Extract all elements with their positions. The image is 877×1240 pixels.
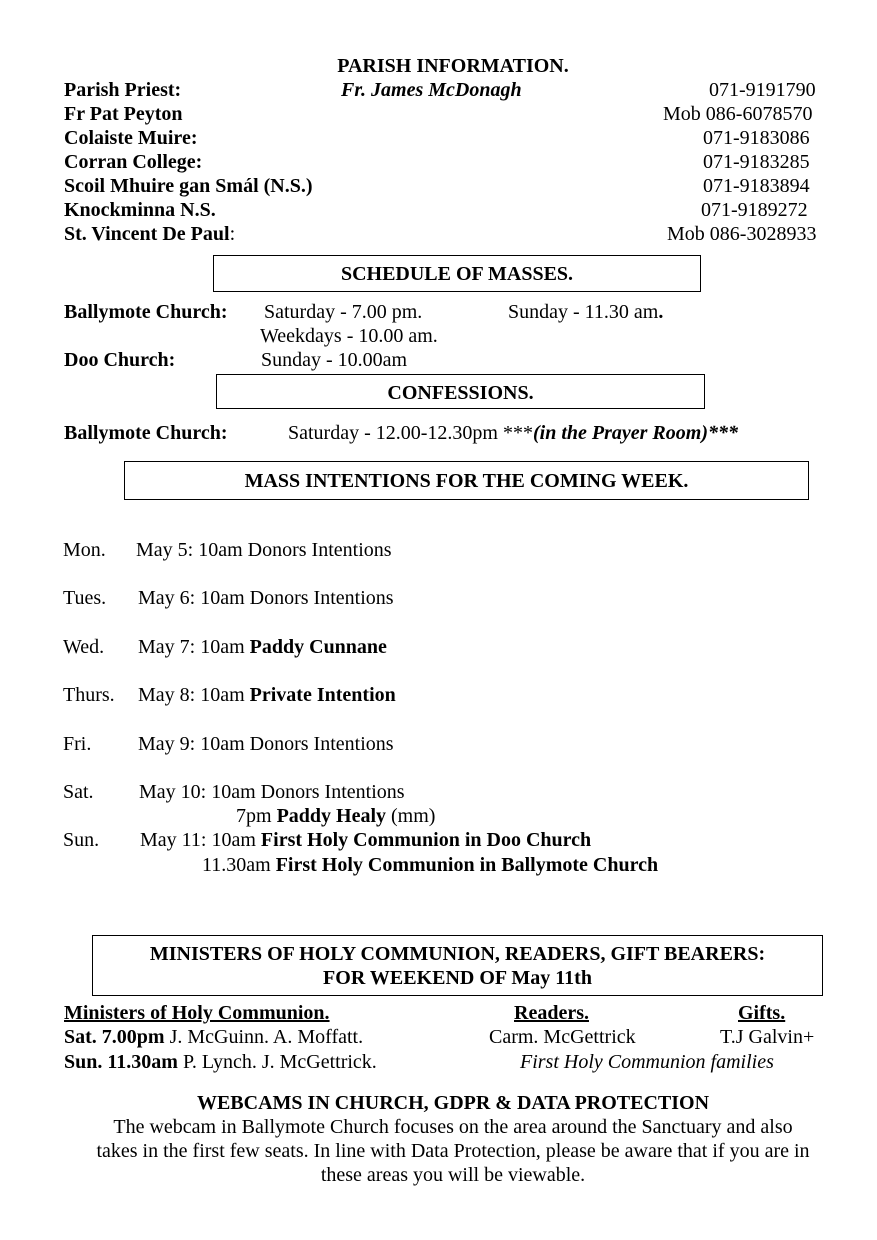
knockminna-phone: 071-9189272 xyxy=(701,199,808,221)
masses-title: SCHEDULE OF MASSES. xyxy=(340,263,574,285)
intention-thu-day: Thurs. xyxy=(63,684,115,706)
intention-sat-evening-name: Paddy Healy xyxy=(276,805,387,827)
parish-priest-label: Parish Priest: xyxy=(64,79,182,101)
doo-church-label: Doo Church: xyxy=(64,349,176,371)
corran-college-label: Corran College: xyxy=(64,151,203,173)
intention-sun-day: Sun. xyxy=(63,829,100,851)
masses-title-box xyxy=(213,255,701,292)
ministers-sun-row xyxy=(64,1050,377,1074)
intention-mon-day: Mon. xyxy=(63,539,106,561)
ministers-sat-names: J. McGuinn. A. Moffatt. xyxy=(164,1026,364,1048)
intention-sun-text xyxy=(140,828,591,852)
intention-tue-text: May 6: 10am Donors Intentions xyxy=(138,587,394,609)
intention-sat-evening xyxy=(236,804,435,828)
intention-sat-text: May 10: 10am Donors Intentions xyxy=(139,781,405,803)
colaiste-muire-phone: 071-9183086 xyxy=(703,127,810,149)
svdp-label-colon: : xyxy=(229,223,236,245)
intention-sat-evening-time: 7pm xyxy=(236,805,277,827)
intention-mon-text: May 5: 10am Donors Intentions xyxy=(136,539,392,561)
confessions-note: (in the Prayer Room)*** xyxy=(532,422,738,444)
intention-sat-evening-suffix: (mm) xyxy=(386,805,436,827)
fr-pat-peyton-label: Fr Pat Peyton xyxy=(64,103,183,125)
intention-wed-name: Paddy Cunnane xyxy=(249,636,387,658)
intention-fri-day: Fri. xyxy=(63,733,92,755)
svdp-label-text: St. Vincent De Paul xyxy=(64,223,230,245)
intention-tue-day: Tues. xyxy=(63,587,107,609)
parish-priest-name: Fr. James McDonagh xyxy=(341,79,522,101)
webcam-line3: these areas you will be viewable. xyxy=(320,1164,586,1186)
ministers-sun-names: P. Lynch. J. McGettrick. xyxy=(177,1051,377,1073)
intention-sun-name: First Holy Communion in Doo Church xyxy=(260,829,592,851)
gifts-sat: T.J Galvin+ xyxy=(720,1026,815,1048)
intention-wed-day: Wed. xyxy=(63,636,105,658)
parish-info-title: PARISH INFORMATION. xyxy=(337,55,569,77)
ministers-sat-time: Sat. 7.00pm xyxy=(64,1026,165,1048)
intentions-title-box xyxy=(124,461,809,500)
gifts-sun: First Holy Communion families xyxy=(520,1051,774,1073)
intention-wed-text xyxy=(138,635,387,659)
ballymote-mass-label: Ballymote Church: xyxy=(64,301,228,323)
ballymote-sunday-mass xyxy=(508,300,663,324)
confessions-time xyxy=(288,421,738,445)
corran-college-phone: 071-9183285 xyxy=(703,151,810,173)
webcam-line1: The webcam in Ballymote Church focuses on the area around the Sanctuary and also xyxy=(113,1116,793,1138)
intention-thu-name: Private Intention xyxy=(249,684,396,706)
readers-sat: Carm. McGettrick xyxy=(489,1026,636,1048)
confessions-title: CONFESSIONS. xyxy=(387,382,534,404)
ministers-sun-time: Sun. 11.30am xyxy=(64,1051,178,1073)
intention-sat-day: Sat. xyxy=(63,781,94,803)
intention-wed-time: May 7: 10am xyxy=(138,636,250,658)
confessions-church-label: Ballymote Church: xyxy=(64,422,228,444)
intention-sun-time: May 11: 10am xyxy=(140,829,261,851)
ministers-title-line1: MINISTERS OF HOLY COMMUNION, READERS, GIFT BEARERS: xyxy=(149,943,766,965)
intention-sun-second xyxy=(202,853,658,877)
intention-thu-text xyxy=(138,683,396,707)
intention-sun-second-name: First Holy Communion in Ballymote Church xyxy=(275,854,659,876)
knockminna-label: Knockminna N.S. xyxy=(64,199,216,221)
webcam-line2: takes in the first few seats. In line with Data Protection, please be aware that if you are in xyxy=(96,1140,810,1162)
confessions-title-box xyxy=(216,374,705,409)
ballymote-weekday-mass: Weekdays - 10.00 am. xyxy=(260,325,438,347)
ballymote-saturday-mass: Saturday - 7.00 pm. xyxy=(264,301,423,323)
svdp-phone: Mob 086-3028933 xyxy=(667,223,817,245)
colaiste-muire-label: Colaiste Muire: xyxy=(64,127,198,149)
intention-sun-second-time: 11.30am xyxy=(202,854,276,876)
doo-sunday-mass: Sunday - 10.00am xyxy=(261,349,408,371)
ministers-title-box xyxy=(92,935,823,996)
svdp-label xyxy=(64,222,235,246)
confessions-time-text: Saturday - 12.00-12.30pm *** xyxy=(288,422,533,444)
intention-fri-text: May 9: 10am Donors Intentions xyxy=(138,733,394,755)
readers-column-header: Readers. xyxy=(514,1002,589,1024)
ballymote-sunday-dot: . xyxy=(658,301,664,323)
gifts-column-header: Gifts. xyxy=(738,1002,786,1024)
parish-priest-phone: 071-9191790 xyxy=(709,79,816,101)
ministers-sat-row xyxy=(64,1025,363,1049)
ministers-title-line2: FOR WEEKEND OF May 11th xyxy=(323,967,592,989)
fr-pat-peyton-phone: Mob 086-6078570 xyxy=(663,103,813,125)
intention-thu-time: May 8: 10am xyxy=(138,684,250,706)
ministers-column-header: Ministers of Holy Communion. xyxy=(64,1002,330,1024)
ballymote-sunday-text: Sunday - 11.30 am xyxy=(508,301,659,323)
webcam-title: WEBCAMS IN CHURCH, GDPR & DATA PROTECTION xyxy=(196,1092,710,1114)
scoil-mhuire-label: Scoil Mhuire gan Smál (N.S.) xyxy=(64,175,313,197)
scoil-mhuire-phone: 071-9183894 xyxy=(703,175,810,197)
intentions-title: MASS INTENTIONS FOR THE COMING WEEK. xyxy=(244,470,689,492)
